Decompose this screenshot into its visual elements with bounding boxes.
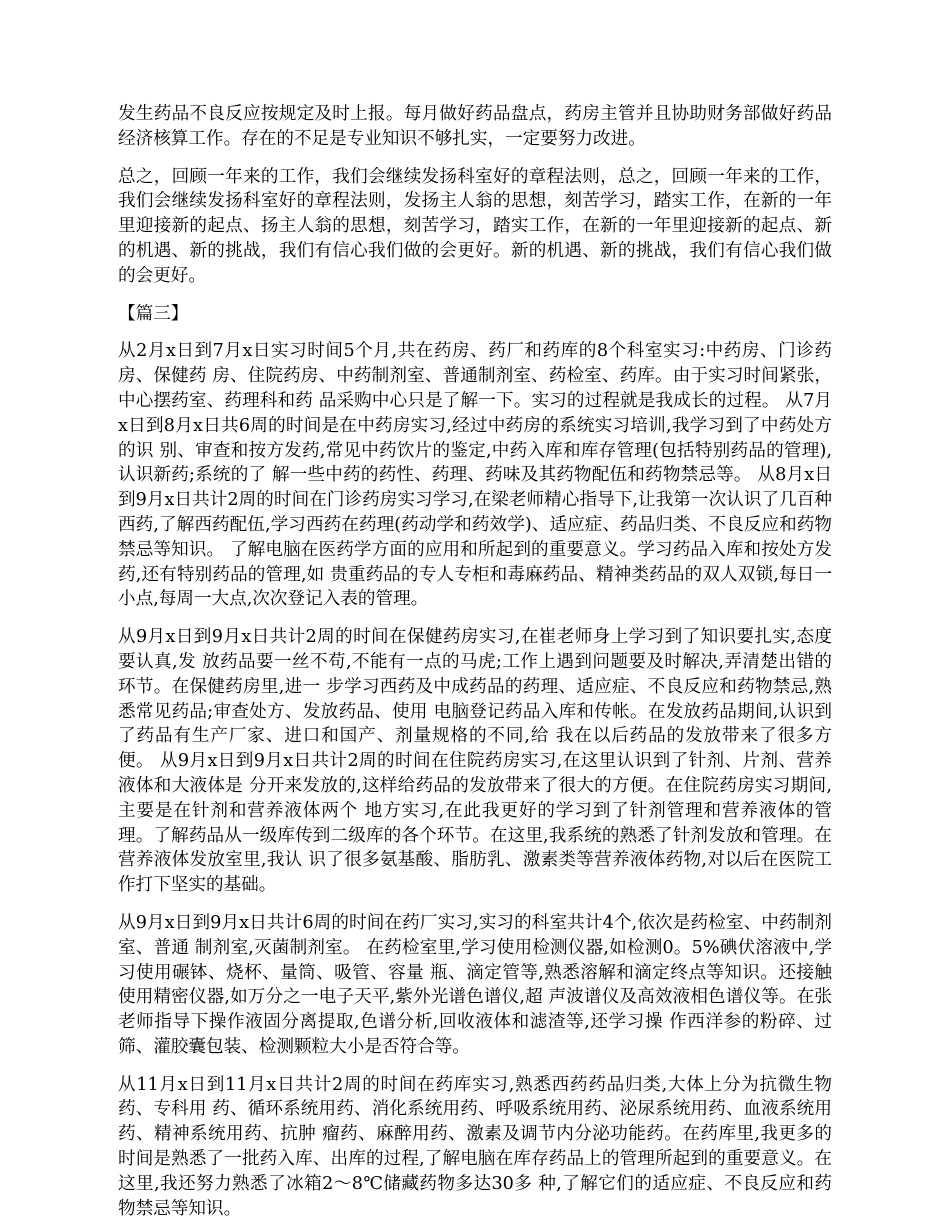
- paragraph-pharmacy-internship: 从2月x日到7月x日实习时间5个月,共在药房、药厂和药库的8个科室实习:中药房、门诊药房、保健药 房、住院药房、中药制剂室、普通制剂室、药检室、药库。由于实习时间紧张，中心摆药室、药理科和药 品采购中心只是了解一下。实习的过程就是我成长的过程。 从7月x日到8月x日共6周的时间是在中药房实习,经过中药房的系统实习培训,我学习到了中药处方的识 别、审查和按方发药,常见中药饮片的鉴定,中药入库和库存管理(包括特别药品的管理),认识新药;系统的了 解一些中药的药性、药理、药味及其药物配伍和药物禁忌等。 从8月x日到9月x日共计2周的时间在门诊药房实习学习,在梁老师精心指导下,让我第一次认识了几百种 西药,了解西药配伍,学习西药在药理(药动学和药效学)、适应症、药品归类、不良反应和药物禁忌等知识。 了解电脑在医药学方面的应用和所起到的重要意义。学习药品入库和按处方发药,还有特别药品的管理,如 贵重药品的专人专柜和毒麻药品、精神类药品的双人双锁,每日一小点,每周一大点,次次登记入表的管理。: [118, 341, 832, 610]
- paragraph-ward-pharmacy: 从9月x日到9月x日共计2周的时间在保健药房实习,在崔老师身上学习到了知识要扎实,态度要认真,发 放药品要一丝不苟,不能有一点的马虎;工作上遇到问题要及时解决,弄清楚出错的环节。在保健药房里,进一 步学习西药及中成药品的药理、适应症、不良反应和药物禁忌,熟悉常见药品;审查处方、发放药品、使用 电脑登记药品入库和传帐。在发放药品期间,认识到了药品有生产厂家、进口和国产、剂量规格的不同,给 我在以后药品的发放带来了很多方便。 从9月x日到9月x日共计2周的时间在住院药房实习,在这里认识到了针剂、片剂、营养液体和大液体是 分开来发放的,这样给药品的发放带来了很大的方便。在住院药房实习期间,主要是在针剂和营养液体两个 地方实习,在此我更好的学习到了针剂管理和营养液体的管理。了解药品从一级库传到二级库的各个环节。在这里,我系统的熟悉了针剂发放和管理。在营养液体发放室里,我认 识了很多氨基酸、脂肪乳、激素类等营养液体药物,对以后在医院工作打下坚实的基础。: [118, 627, 832, 896]
- paragraph-closing-summary: 发生药品不良反应按规定及时上报。每月做好药品盘点，药房主管并且协助财务部做好药品经济核算工作。存在的不足是专业知识不够扎实，一定要努力改进。: [118, 104, 832, 149]
- paragraph-factory-internship: 从9月x日到9月x日共计6周的时间在药厂实习,实习的科室共计4个,依次是药检室、中药制剂室、普通 制剂室,灭菌制剂室。 在药检室里,学习使用检测仪器,如检测0。5%碘伏溶液中,学习使用碾钵、烧杯、量筒、吸管、容量 瓶、滴定管等,熟悉溶解和滴定终点等知识。还接触使用精密仪器,如万分之一电子天平,紫外光谱色谱仪,超 声波谱仪及高效液相色谱仪等。在张老师指导下操作液固分离提取,色谱分析,回收液体和滤渣等,还学习操 作西洋参的粉碎、过筛、灌胶囊包装、检测颗粒大小是否符合等。: [118, 912, 832, 1057]
- section-heading: 【篇三】: [118, 303, 189, 324]
- paragraph-warehouse-internship: 从11月x日到11月x日共计2周的时间在药库实习,熟悉西药药品归类,大体上分为抗微生物药、专科用 药、循环系统用药、消化系统用药、呼吸系统用药、泌尿系统用药、血液系统用药、精神系统用药、抗肿 瘤药、麻醉用药、激素及调节内分泌功能药。在药库里,我更多的时间是熟悉了一批药入库、出库的过程,了解电脑在库存药品上的管理所起到的重要意义。在这里,我还努力熟悉了冰箱2～8℃储藏药物多达30多 种,了解它们的适应症、不良反应和药物禁忌等知识。: [118, 1074, 832, 1219]
- paragraph-conclusion: 总之，回顾一年来的工作，我们会继续发扬科室好的章程法则，总之，回顾一年来的工作，我们会继续发扬科室好的章程法则，发扬主人翁的思想，刻苦学习，踏实工作，在新的一年里迎接新的起点、扬主人翁的思想，刻苦学习，踏实工作，在新的一年里迎接新的起点、新的机遇、新的挑战，我们有信心我们做的会更好。新的机遇、新的挑战，我们有信心我们做的会更好。: [118, 166, 832, 286]
